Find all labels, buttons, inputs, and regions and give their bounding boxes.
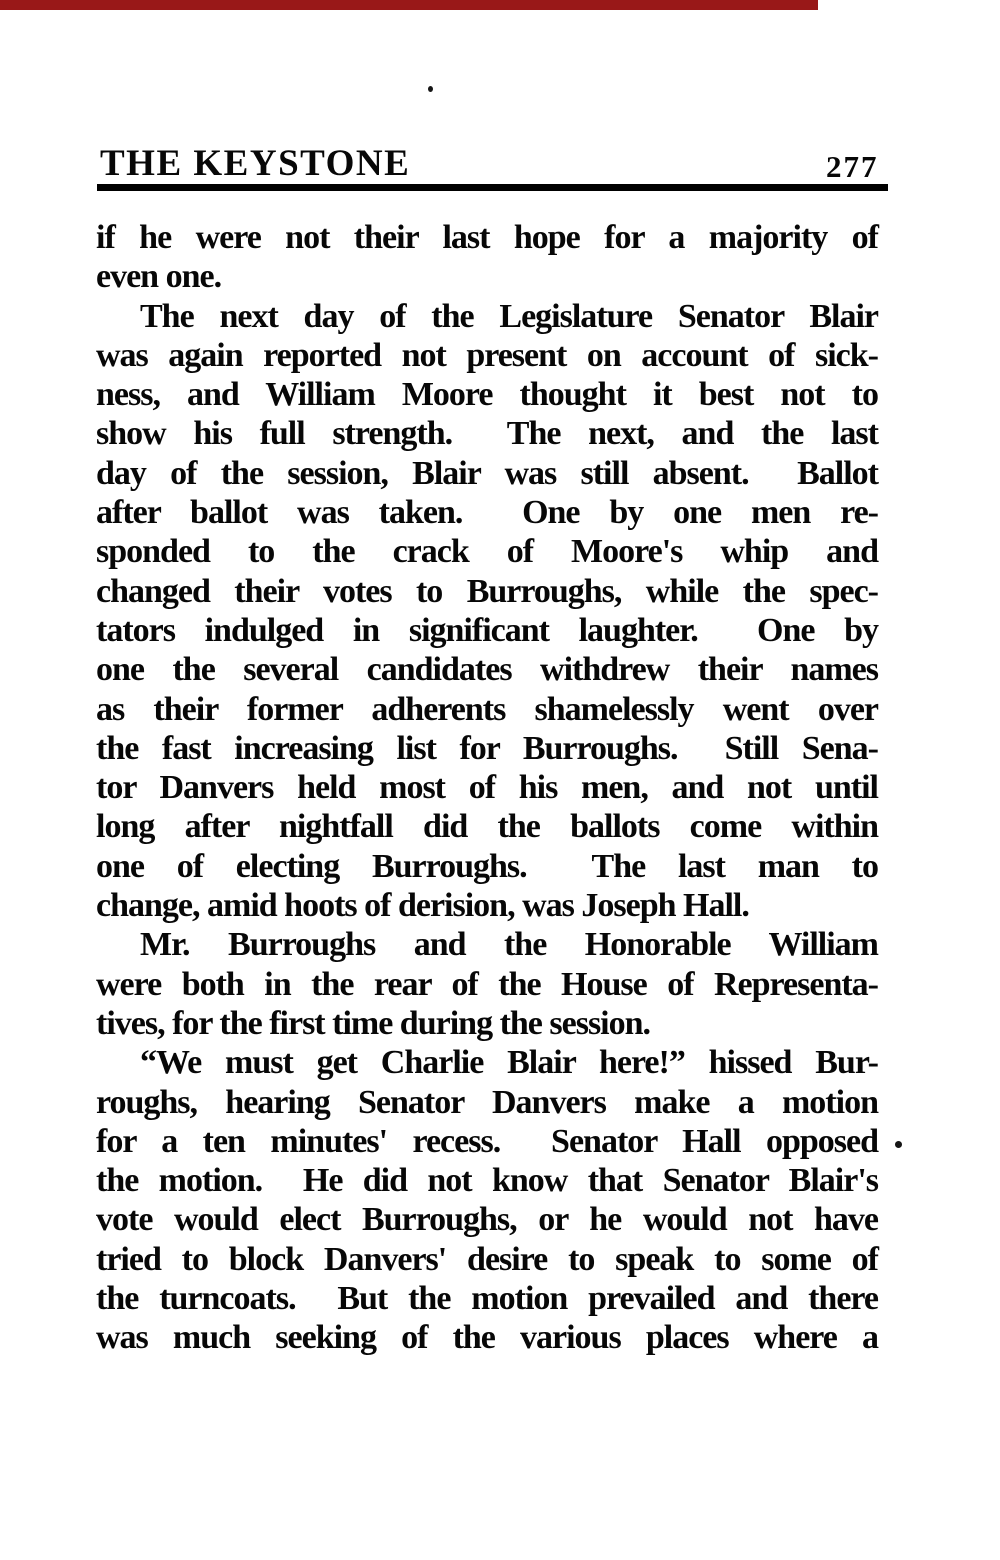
text-line: Mr. Burroughs and the Honorable William [140,926,878,964]
ink-speck [428,86,433,92]
text-line: the motion. He did not know that Senator Blair's [96,1162,878,1200]
text-line: if he were not their last hope for a majority of [96,219,878,256]
text-line: change, amid hoots of derision, was Joseph Hall. [96,887,749,925]
text-line: show his full strength. The next, and the last [96,415,878,453]
text-line: long after nightfall did the ballots come within [96,808,878,846]
text-line: changed their votes to Burroughs, while the spec- [96,572,878,610]
page-number: 277 [826,149,879,184]
text-line: tives, for the first time during the session. [96,1004,651,1042]
text-line: day of the session, Blair was still absent. Ballot [96,454,878,492]
text-line: roughs, hearing Senator Danvers make a motion [96,1083,878,1121]
text-line: The next day of the Legislature Senator Blair [140,297,878,335]
text-line: after ballot was taken. One by one men re- [96,494,878,532]
text-line: the fast increasing list for Burroughs. Still Sena- [96,729,878,767]
text-line: even one. [96,258,222,296]
journal-title: THE KEYSTONE [100,143,411,184]
text-line: “We must get Charlie Blair here!” hissed Bur- [140,1044,878,1082]
text-line: one of electing Burroughs. The last man to [96,847,878,885]
ink-speck [895,1141,902,1148]
text-line: tators indulged in significant laughter. One by [96,611,878,649]
text-line: vote would elect Burroughs, or he would not have [96,1201,878,1239]
text-line: the turncoats. But the motion prevailed and there [96,1280,878,1318]
text-line: as their former adherents shamelessly went over [96,690,878,728]
header-rule [97,184,888,191]
text-line: one the several candidates withdrew their names [96,651,878,689]
text-line: sponded to the crack of Moore's whip and [96,533,878,571]
scan-edge-bar [0,0,818,10]
text-line: was much seeking of the various places where a [96,1319,878,1357]
page-body-text [96,218,878,1358]
text-line: tor Danvers held most of his men, and not until [96,769,878,807]
text-line: were both in the rear of the House of Representa- [96,965,878,1003]
text-line: ness, and William Moore thought it best not to [96,376,878,414]
text-line: was again reported not present on account of sick- [96,336,878,374]
text-line: for a ten minutes' recess. Senator Hall opposed [96,1122,878,1160]
text-line: tried to block Danvers' desire to speak to some of [96,1240,878,1278]
